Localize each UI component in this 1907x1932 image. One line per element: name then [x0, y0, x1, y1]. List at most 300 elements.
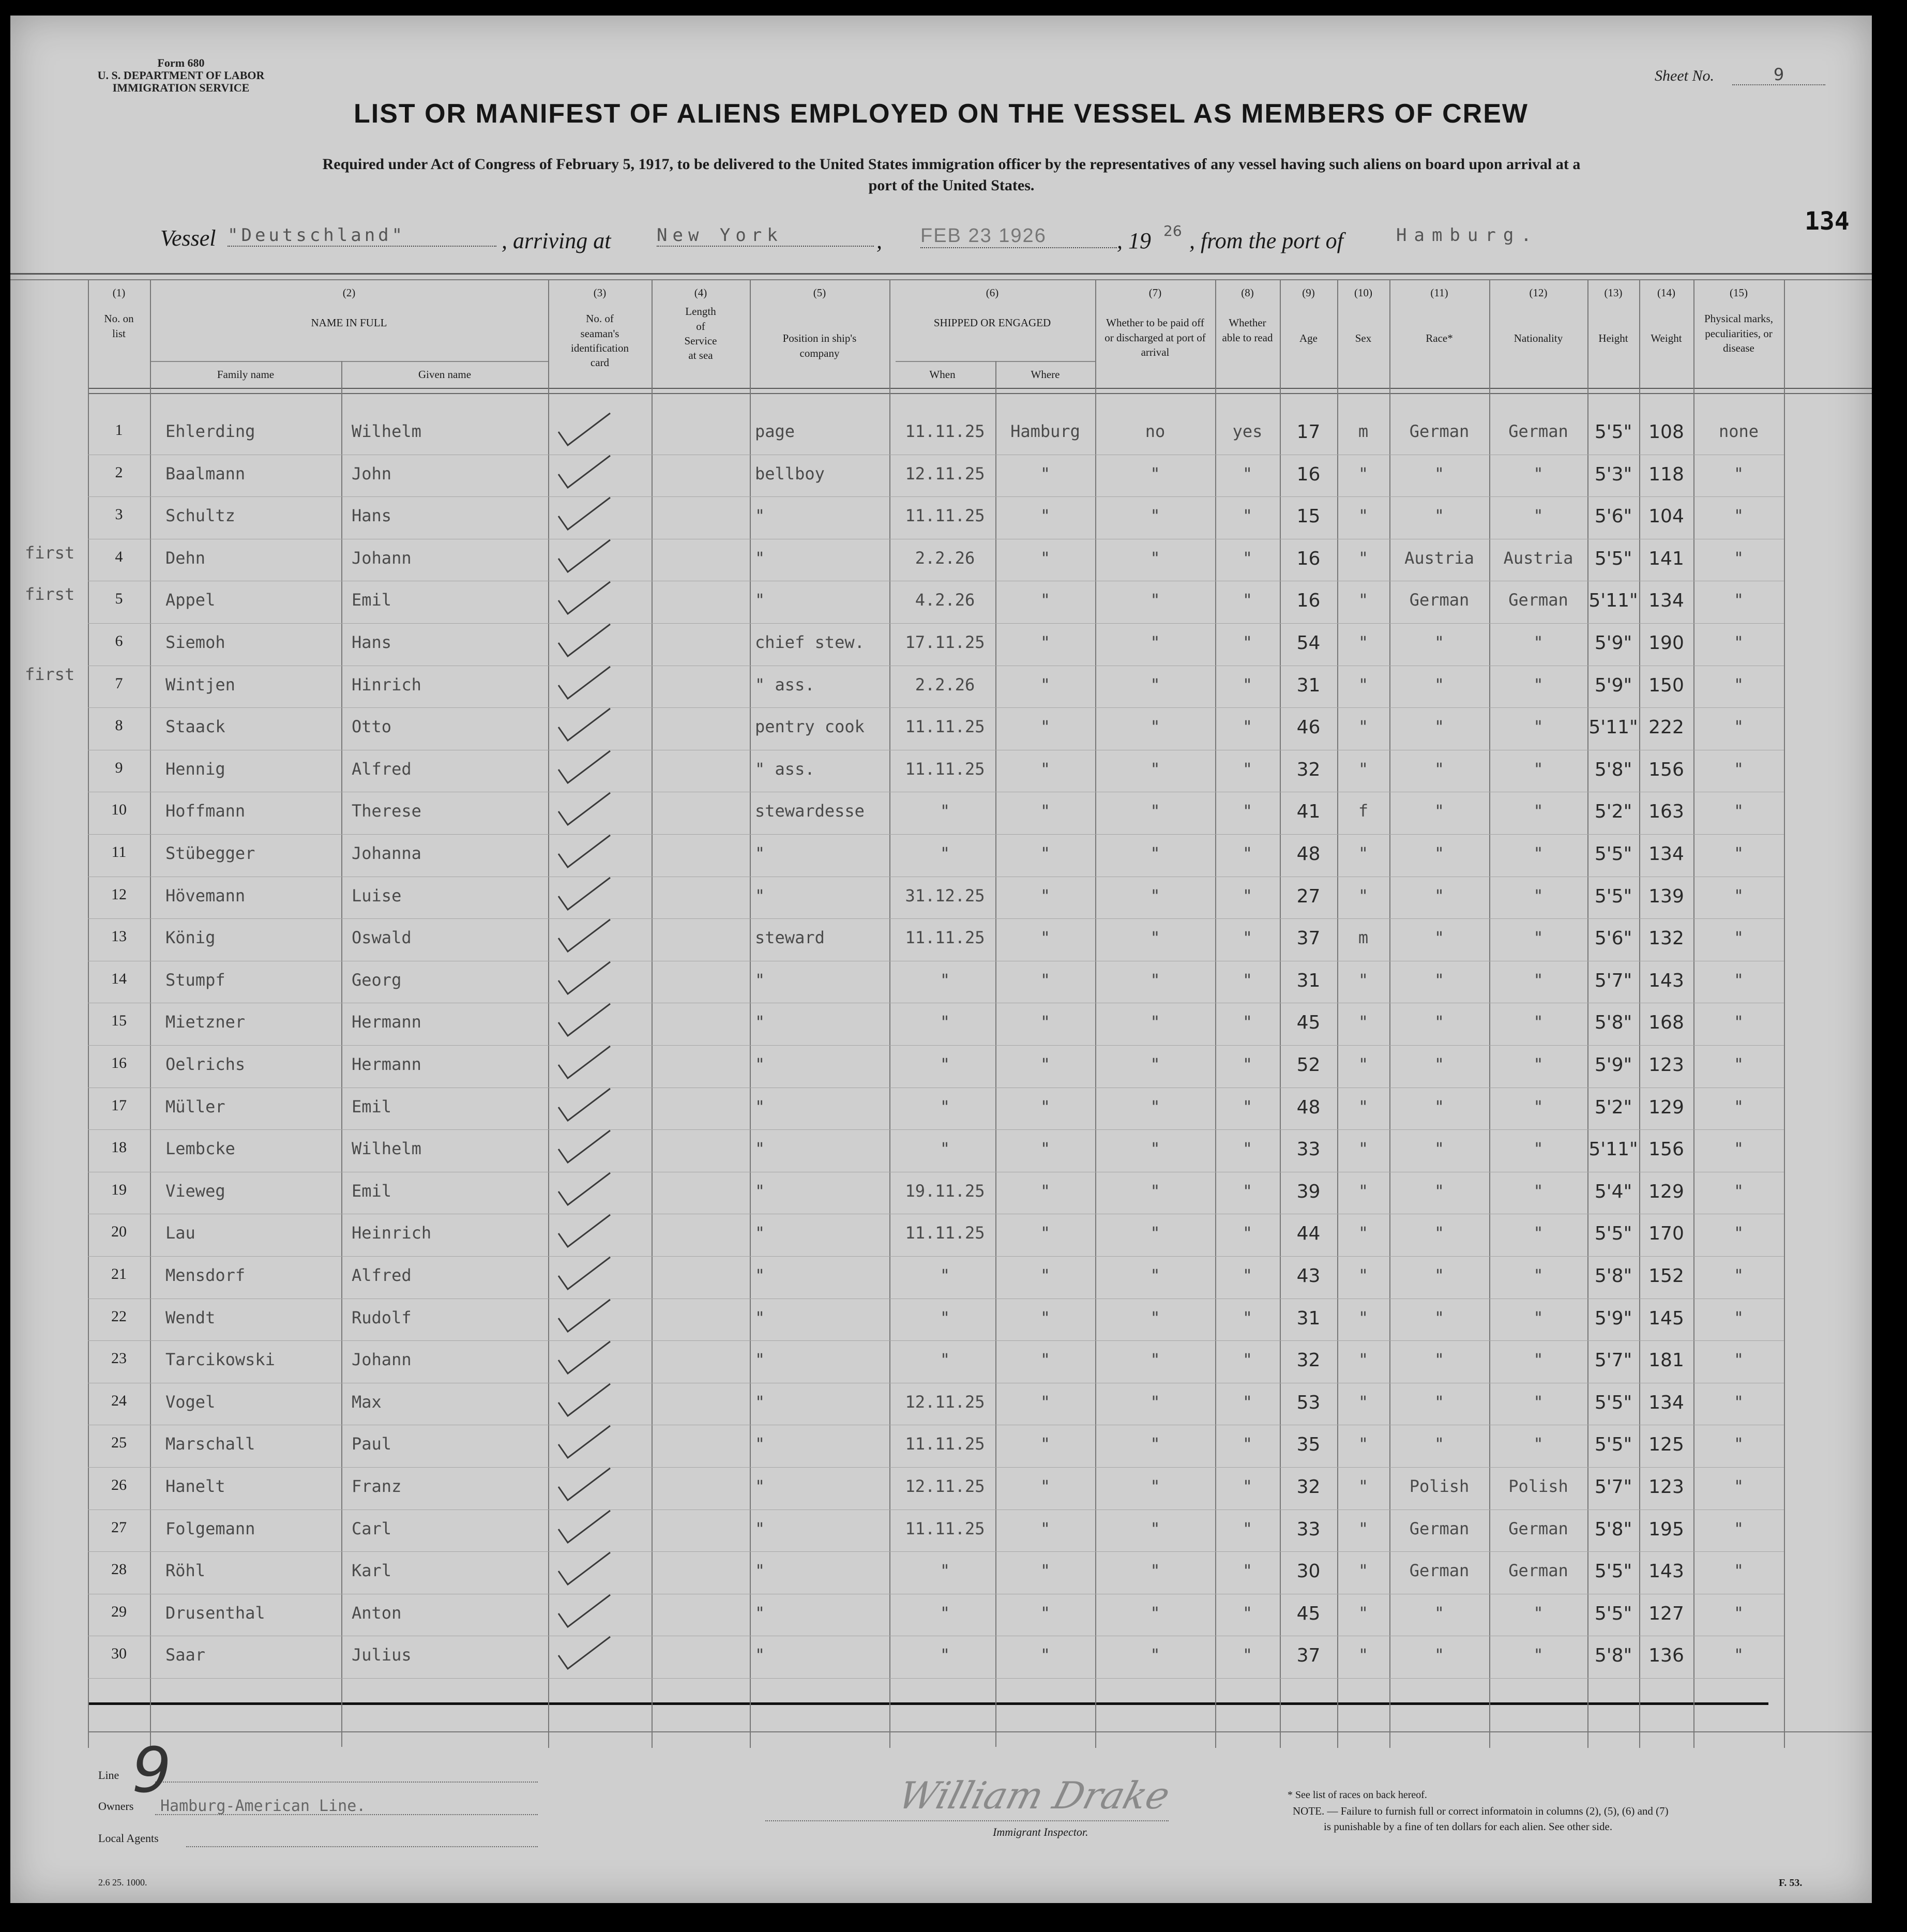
family-name: Marschall [165, 1434, 255, 1454]
col3-header [548, 285, 652, 370]
penalty-note-2: is punishable by a fine of ten dollars for each alien. See other side. [1324, 1820, 1613, 1833]
paid-off: " [1150, 1223, 1160, 1243]
col15-header [1693, 285, 1784, 355]
paid-off: " [1150, 1265, 1160, 1285]
paid-off: " [1150, 506, 1160, 526]
family-name: Wendt [165, 1307, 216, 1327]
row-number: 11 [111, 843, 127, 861]
row-number: 18 [111, 1139, 127, 1156]
line-field [155, 1782, 538, 1783]
given-name: Wilhelm [352, 421, 421, 441]
weight: 181 [1648, 1350, 1684, 1371]
paid-off: " [1150, 717, 1160, 737]
sex: " [1358, 1645, 1369, 1665]
age: 54 [1296, 632, 1321, 654]
family-name: Drusenthal [165, 1603, 265, 1623]
shipped-when: " [940, 1645, 950, 1665]
race: " [1434, 463, 1445, 484]
race: " [1434, 1434, 1445, 1454]
paid-off: " [1150, 1392, 1160, 1412]
nationality: German [1508, 421, 1568, 441]
paid-off: " [1150, 1434, 1160, 1454]
family-name: Röhl [165, 1561, 206, 1581]
height: 5'11" [1588, 590, 1638, 612]
age: 33 [1296, 1139, 1321, 1160]
sex: " [1358, 717, 1369, 737]
height: 5'8" [1594, 759, 1632, 780]
checkmark-icon [553, 1635, 615, 1671]
nationality: " [1533, 1012, 1543, 1032]
paid-off: " [1150, 1139, 1160, 1159]
weight: 134 [1648, 1392, 1684, 1413]
given-name: Therese [352, 801, 421, 821]
age: 45 [1296, 1012, 1321, 1034]
department-name: U. S. DEPARTMENT OF LABOR [97, 69, 265, 82]
shipped-when: 19.11.25 [905, 1181, 985, 1201]
shipped-where: " [1040, 759, 1051, 779]
paid-off: " [1150, 759, 1160, 779]
paid-off: " [1150, 548, 1160, 568]
race: " [1434, 506, 1445, 526]
row-number: 13 [111, 928, 127, 945]
height: 5'9" [1594, 674, 1632, 696]
position: " [755, 1139, 765, 1159]
checkmark-icon [553, 833, 615, 869]
sex: m [1358, 928, 1369, 948]
race: " [1434, 717, 1445, 737]
able-to-read: " [1242, 1054, 1253, 1074]
position: " [755, 1181, 765, 1201]
position: " ass. [755, 674, 815, 695]
given-name: Anton [352, 1603, 402, 1623]
race: " [1434, 928, 1445, 948]
family-name: Wintjen [165, 674, 235, 695]
col5-header [750, 285, 889, 360]
shipped-when: 12.11.25 [905, 1392, 985, 1412]
sex: " [1358, 1434, 1369, 1454]
race: German [1409, 421, 1470, 441]
nationality: " [1533, 1223, 1543, 1243]
height: 5'5" [1594, 1392, 1632, 1413]
physical-marks: " [1733, 1392, 1744, 1412]
physical-marks: " [1733, 1645, 1744, 1665]
column-line [548, 279, 549, 1748]
nationality: " [1533, 506, 1543, 526]
able-to-read: " [1242, 548, 1253, 568]
row-number: 17 [111, 1096, 127, 1114]
paid-off: " [1150, 632, 1160, 652]
height: 5'5" [1594, 1434, 1632, 1456]
row-number: 29 [111, 1603, 127, 1620]
shipped-where: " [1040, 1096, 1051, 1116]
given-name: Johanna [352, 843, 421, 863]
shipped-where: " [1040, 1139, 1051, 1159]
height: 5'5" [1594, 548, 1632, 569]
physical-marks: " [1733, 590, 1744, 610]
col13-number: (13) [1604, 286, 1623, 299]
given-name: Franz [352, 1476, 402, 1496]
able-to-read: " [1242, 801, 1253, 821]
able-to-read: " [1242, 1392, 1253, 1412]
paid-off: " [1150, 1561, 1160, 1581]
age: 17 [1296, 421, 1321, 443]
checkmark-icon [553, 1255, 615, 1291]
given-name: Rudolf [352, 1307, 412, 1327]
family-name: Staack [165, 717, 225, 737]
physical-marks: " [1733, 801, 1744, 821]
height: 5'11" [1588, 717, 1638, 738]
arriving-port: New York [657, 225, 874, 247]
race: " [1434, 674, 1445, 695]
sex: " [1358, 1139, 1369, 1159]
checkmark-icon [553, 1297, 615, 1334]
weight: 145 [1648, 1307, 1684, 1329]
shipped-when: " [940, 1307, 950, 1327]
physical-marks: " [1733, 1603, 1744, 1623]
race: " [1434, 1181, 1445, 1201]
weight: 134 [1648, 590, 1684, 612]
sex: " [1358, 1476, 1369, 1496]
weight: 123 [1648, 1476, 1684, 1498]
weight: 143 [1648, 970, 1684, 991]
row-number: 2 [115, 463, 123, 481]
age: 46 [1296, 717, 1321, 738]
checkmark-icon [553, 1213, 615, 1249]
nationality: " [1533, 1307, 1543, 1327]
row-rule [88, 1129, 1784, 1130]
shipped-when: " [940, 1096, 950, 1116]
given-name: John [352, 463, 392, 484]
print-code: 2.6 25. 1000. [98, 1877, 147, 1888]
shipped-where: " [1040, 1603, 1051, 1623]
given-name: Otto [352, 717, 392, 737]
nationality: " [1533, 928, 1543, 948]
able-to-read: " [1242, 1012, 1253, 1032]
signature-line [765, 1820, 1169, 1821]
row-number: 6 [115, 632, 123, 650]
given-name: Paul [352, 1434, 392, 1454]
column-line [150, 279, 151, 1748]
col10-number: (10) [1354, 286, 1372, 299]
sex: " [1358, 506, 1369, 526]
family-name: Baalmann [165, 463, 246, 484]
checkmark-icon [553, 411, 615, 447]
sex: " [1358, 843, 1369, 863]
line-label: Line [98, 1769, 119, 1782]
sex: " [1358, 1265, 1369, 1285]
shipped-where: " [1040, 1434, 1051, 1454]
col12-label: Nationality [1514, 332, 1563, 345]
family-name: Ehlerding [165, 421, 255, 441]
race: German [1409, 1561, 1470, 1581]
checkmark-icon [553, 622, 615, 658]
race: German [1409, 1518, 1470, 1538]
column-line [652, 279, 653, 1748]
given-name: Wilhelm [352, 1139, 421, 1159]
nationality: German [1508, 1518, 1568, 1538]
sex: " [1358, 1223, 1369, 1243]
given-name: Luise [352, 885, 402, 905]
able-to-read: " [1242, 1181, 1253, 1201]
race: " [1434, 1054, 1445, 1074]
family-name: Folgemann [165, 1518, 255, 1538]
checkmark-icon [553, 1128, 615, 1165]
family-name: Vieweg [165, 1181, 225, 1201]
position: " [755, 1265, 765, 1285]
able-to-read: " [1242, 1307, 1253, 1327]
age: 30 [1296, 1561, 1321, 1582]
position: pentry cook [755, 717, 865, 737]
service-name: IMMIGRATION SERVICE [112, 81, 250, 95]
shipped-where: " [1040, 506, 1051, 526]
col11-label: Race* [1426, 332, 1453, 345]
local-agents-label: Local Agents [98, 1832, 159, 1845]
shipped-when: 31.12.25 [905, 885, 985, 905]
family-name: Oelrichs [165, 1054, 246, 1074]
age: 33 [1296, 1518, 1321, 1540]
shipped-where: " [1040, 1392, 1051, 1412]
weight: 222 [1648, 717, 1684, 738]
paid-off: " [1150, 1054, 1160, 1074]
physical-marks: " [1733, 1012, 1744, 1032]
col8-number: (8) [1241, 286, 1254, 299]
from-label: , from the port of [1189, 228, 1343, 253]
age: 31 [1296, 1307, 1321, 1329]
family-name: Vogel [165, 1392, 216, 1412]
name-subheader-rule [150, 361, 548, 362]
weight: 108 [1648, 421, 1684, 443]
shipped-when: " [940, 1054, 950, 1074]
height: 5'7" [1594, 1350, 1632, 1371]
paid-off: " [1150, 1096, 1160, 1116]
nationality: " [1533, 1392, 1543, 1412]
able-to-read: " [1242, 1350, 1253, 1370]
row-number: 14 [111, 970, 127, 987]
paid-off: " [1150, 928, 1160, 948]
sex: " [1358, 885, 1369, 905]
age: 48 [1296, 843, 1321, 865]
family-name: Stübegger [165, 843, 255, 863]
shipped-where: " [1040, 1223, 1051, 1243]
height: 5'8" [1594, 1012, 1632, 1034]
paid-off: " [1150, 463, 1160, 484]
family-name: Schultz [165, 506, 235, 526]
age: 53 [1296, 1392, 1321, 1413]
row-number: 20 [111, 1223, 127, 1241]
inspector-signature: William Drake [894, 1774, 1175, 1817]
height: 5'5" [1594, 421, 1632, 443]
sex: " [1358, 548, 1369, 568]
race: " [1434, 970, 1445, 990]
shipped-where: " [1040, 801, 1051, 821]
age: 52 [1296, 1054, 1321, 1076]
physical-marks: " [1733, 1139, 1744, 1159]
paid-off: " [1150, 801, 1160, 821]
physical-marks: " [1733, 970, 1744, 990]
height: 5'9" [1594, 1307, 1632, 1329]
checkmark-icon [553, 706, 615, 743]
sex: " [1358, 590, 1369, 610]
age: 35 [1296, 1434, 1321, 1456]
col2-header [150, 285, 548, 330]
physical-marks: " [1733, 1054, 1744, 1074]
able-to-read: " [1242, 970, 1253, 990]
col1-label: No. on list [104, 312, 134, 340]
col15-number: (15) [1730, 286, 1748, 299]
weight: 156 [1648, 759, 1684, 780]
position: " [755, 1603, 765, 1623]
family-name: Tarcikowski [165, 1350, 275, 1370]
col13-header [1587, 285, 1639, 346]
owners-label: Owners [98, 1800, 134, 1813]
row-rule [88, 1340, 1784, 1341]
paid-off: " [1150, 885, 1160, 905]
checkmark-icon [553, 917, 615, 954]
table-bottom-rule [88, 1702, 1768, 1705]
weight: 132 [1648, 928, 1684, 949]
subtitle-line-1: Required under Act of Congress of February 5, 1917, to be delivered to the United States immigration officer by the representatives of any vessel having such aliens on board upon arrival at a [322, 156, 1581, 173]
age: 16 [1296, 548, 1321, 569]
weight: 129 [1648, 1181, 1684, 1202]
shipped-where: " [1040, 885, 1051, 905]
nationality: " [1533, 1054, 1543, 1074]
shipped-where: " [1040, 1307, 1051, 1327]
race: " [1434, 885, 1445, 905]
height: 5'4" [1594, 1181, 1632, 1202]
row-rule [88, 1551, 1784, 1552]
weight: 125 [1648, 1434, 1684, 1456]
age: 48 [1296, 1096, 1321, 1118]
column-line [1784, 279, 1785, 1748]
nationality: " [1533, 843, 1543, 863]
shipped-where: " [1040, 928, 1051, 948]
shipped-when: 11.11.25 [905, 421, 985, 441]
position: " [755, 843, 765, 863]
family-name: Hennig [165, 759, 225, 779]
sex: " [1358, 1181, 1369, 1201]
row-number: 19 [111, 1181, 127, 1198]
table-top-border-inner [10, 279, 1872, 280]
height: 5'7" [1594, 1476, 1632, 1498]
row-rule [88, 496, 1784, 497]
able-to-read: " [1242, 1139, 1253, 1159]
family-name: Mietzner [165, 1012, 246, 1032]
sex: " [1358, 632, 1369, 652]
shipped-where: " [1040, 1518, 1051, 1538]
able-to-read: " [1242, 1603, 1253, 1623]
sex: " [1358, 674, 1369, 695]
table-top-border [10, 273, 1872, 275]
vessel-label: Vessel [160, 225, 216, 251]
checkmark-icon [553, 495, 615, 532]
shipped-where: " [1040, 843, 1051, 863]
physical-marks: " [1733, 506, 1744, 526]
shipped-when: 11.11.25 [905, 506, 985, 526]
paid-off: " [1150, 1645, 1160, 1665]
row-rule [88, 1045, 1784, 1046]
given-name: Julius [352, 1645, 412, 1665]
given-name-header: Given name [418, 368, 472, 381]
shipped-when: 12.11.25 [905, 463, 985, 484]
shipped-where: " [1040, 463, 1051, 484]
checkmark-icon [553, 1086, 615, 1123]
col8-label: Whether able to read [1222, 316, 1273, 344]
col6-header [889, 285, 1095, 330]
col9-label: Age [1299, 332, 1318, 345]
position: " [755, 506, 765, 526]
paid-off: no [1145, 421, 1166, 441]
nationality: " [1533, 717, 1543, 737]
able-to-read: " [1242, 1223, 1253, 1243]
checkmark-icon [553, 665, 615, 701]
physical-marks: " [1733, 843, 1744, 863]
paid-off: " [1150, 1307, 1160, 1327]
col11-number: (11) [1430, 286, 1448, 299]
col13-label: Height [1598, 332, 1628, 345]
weight: 127 [1648, 1603, 1684, 1624]
position: " [755, 1561, 765, 1581]
column-line [750, 279, 751, 1748]
physical-marks: " [1733, 463, 1744, 484]
col14-number: (14) [1657, 286, 1675, 299]
shipped-where: Hamburg [1010, 421, 1080, 441]
checkmark-icon [553, 1466, 615, 1502]
given-name: Hermann [352, 1054, 421, 1074]
height: 5'2" [1594, 801, 1632, 823]
race-note: * See list of races on back hereof. [1288, 1789, 1427, 1801]
given-name: Alfred [352, 1265, 412, 1285]
able-to-read: " [1242, 1434, 1253, 1454]
checkmark-icon [553, 1424, 615, 1460]
able-to-read: " [1242, 1476, 1253, 1496]
weight: 104 [1648, 506, 1684, 527]
checkmark-icon [553, 960, 615, 996]
family-name: Stumpf [165, 970, 225, 990]
manifest-sheet [10, 16, 1872, 1903]
checkmark-icon [553, 1593, 615, 1629]
position: steward [755, 928, 825, 948]
given-name: Johann [352, 1350, 412, 1370]
col6-number: (6) [986, 286, 999, 299]
shipped-when: " [940, 1265, 950, 1285]
col4-label: Length of Service at sea [684, 305, 717, 362]
col10-header [1337, 285, 1389, 346]
height: 5'9" [1594, 1054, 1632, 1076]
shipped-when: 12.11.25 [905, 1476, 985, 1496]
nationality: " [1533, 1139, 1543, 1159]
age: 41 [1296, 801, 1321, 823]
nationality: Polish [1508, 1476, 1568, 1496]
weight: 190 [1648, 632, 1684, 654]
shipped-when: 11.11.25 [905, 1223, 985, 1243]
row-number: 23 [111, 1350, 127, 1367]
column-line [889, 279, 890, 1748]
year-suffix: 26 [1163, 222, 1182, 239]
col6-label: SHIPPED OR ENGAGED [933, 316, 1051, 329]
age: 43 [1296, 1265, 1321, 1287]
paid-off: " [1150, 1181, 1160, 1201]
race: " [1434, 1265, 1445, 1285]
weight: 136 [1648, 1645, 1684, 1667]
family-name: Hoffmann [165, 801, 246, 821]
height: 5'6" [1594, 928, 1632, 949]
physical-marks: " [1733, 1476, 1744, 1496]
row-number: 3 [115, 506, 123, 523]
physical-marks: " [1733, 759, 1744, 779]
paid-off: " [1150, 1518, 1160, 1538]
able-to-read: " [1242, 885, 1253, 905]
checkmark-icon [553, 1550, 615, 1587]
